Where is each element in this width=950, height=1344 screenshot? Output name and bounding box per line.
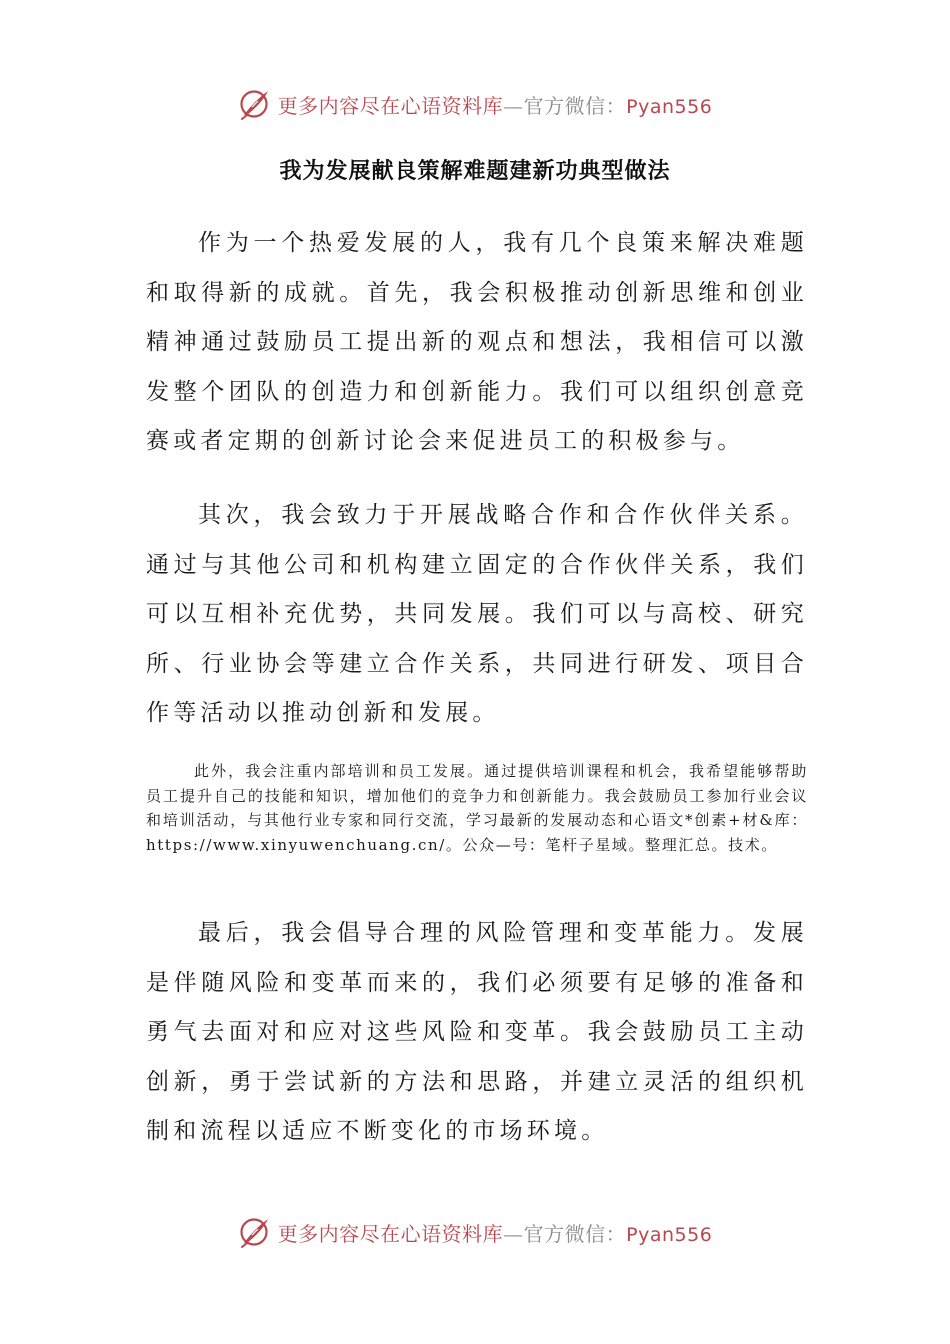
document-title: 我为发展献良策解难题建新功典型做法 bbox=[279, 159, 671, 184]
paragraph-2: 其次，我会致力于开展战略合作和合作伙伴关系。通过与其他公司和机构建立固定的合作伙伴关系，我们可以互相补充优势，共同发展。我们可以与高校、研究所、行业协会等建立合作关系，共同进行研发、项目合作等活动以推动创新和发展。 bbox=[146, 502, 808, 727]
wechat-id: Pyan556 bbox=[626, 1223, 713, 1246]
brand-text: 更多内容尽在心语资料库 bbox=[277, 93, 504, 118]
wechat-id: Pyan556 bbox=[626, 95, 713, 118]
banner-dash: — bbox=[503, 93, 524, 118]
footer-banner bbox=[0, 1212, 950, 1252]
quill-pen-logo-icon bbox=[238, 1215, 272, 1249]
banner-dash: — bbox=[503, 1221, 524, 1246]
quill-pen-logo-icon bbox=[238, 87, 272, 121]
header-banner bbox=[0, 84, 950, 124]
banner-text bbox=[278, 1218, 713, 1247]
official-label: 官方微信： bbox=[523, 1221, 627, 1246]
brand-text: 更多内容尽在心语资料库 bbox=[277, 1221, 504, 1246]
banner-text bbox=[278, 90, 713, 119]
paragraph-4: 最后，我会倡导合理的风险管理和变革能力。发展是伴随风险和变革而来的，我们必须要有足够的准备和勇气去面对和应对这些风险和变革。我会鼓励员工主动创新，勇于尝试新的方法和思路，并建立灵活的组织机制和流程以适应不断变化的市场环境。 bbox=[146, 920, 808, 1145]
paragraph-1: 作为一个热爱发展的人，我有几个良策来解决难题和取得新的成就。首先，我会积极推动创新思维和创业精神通过鼓励员工提出新的观点和想法，我相信可以激发整个团队的创造力和创新能力。我们可以组织创意竞赛或者定期的创新讨论会来促进员工的积极参与。 bbox=[146, 230, 808, 455]
paragraph-3-small: 此外，我会注重内部培训和员工发展。通过提供培训课程和机会，我希望能够帮助员工提升自己的技能和知识，增加他们的竞争力和创新能力。我会鼓励员工参加行业会议和培训活动，与其他行业专家和同行交流，学习最新的发展动态和心语文*创素+材&库：https://www.xinyuwenchuang.cn/。公众—号：笔杆子星域。整理汇总。技术。 bbox=[146, 762, 808, 854]
official-label: 官方微信： bbox=[523, 93, 627, 118]
